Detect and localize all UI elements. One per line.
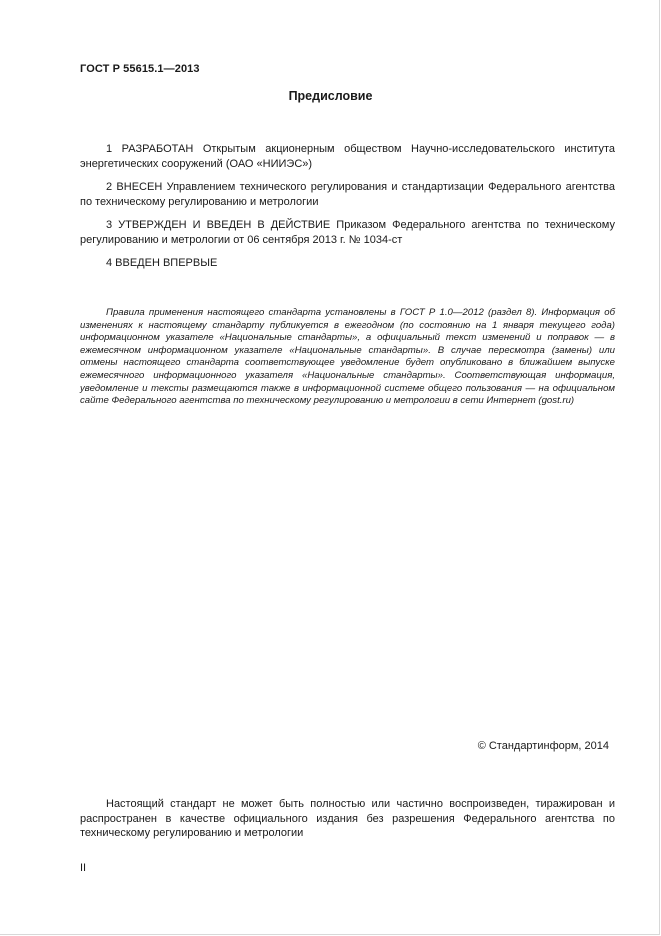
standard-code-header: ГОСТ Р 55615.1—2013: [80, 63, 200, 75]
foreword-paragraph-introduced: 2 ВНЕСЕН Управлением технического регулирования и стандартизации Федерального агентства по техническому регулированию и метрологии: [80, 181, 615, 208]
foreword-paragraph-approved: 3 УТВЕРЖДЕН И ВВЕДЕН В ДЕЙСТВИЕ Приказом Федерального агентства по техническому регулированию и метрологии от 06 сентября 2013 г. № 1034-ст: [80, 219, 615, 246]
section-title: Предисловие: [288, 89, 373, 103]
page-number: II: [80, 862, 87, 874]
copyright-line: © Стандартинформ, 2014: [477, 740, 609, 752]
application-rules-note: Правила применения настоящего стандарта установлены в ГОСТ Р 1.0—2012 (раздел 8). Информация об изменениях к настоящему стандарту публикуется в ежегодном (по состоянию на 1 января текущего года) информационном указателе «Национальные стандарты», а официальный текст изменений и поправок — в ежемесячном информационном указателе «Национальные стандарты». В случае пересмотра (замены) или отмены настоящего стандарта соответствующее уведомление будет опубликовано в ближайшем выпуске ежемесячного информационного указателя «Национальные стандарты». Соответствующая информация, уведомление и тексты размещаются также в информационной системе общего пользования — на официальном сайте Федерального агентства по техническому регулированию и метрологии в сети Интернет (gost.ru): [80, 307, 615, 407]
legal-notice: Настоящий стандарт не может быть полностью или частично воспроизведен, тиражирован и распространен в качестве официального издания без разрешения Федерального агентства по техническому регулированию и метрологии: [80, 798, 615, 839]
foreword-paragraph-first-introduced: 4 ВВЕДЕН ВПЕРВЫЕ: [106, 257, 218, 269]
foreword-paragraph-developed: 1 РАЗРАБОТАН Открытым акционерным обществом Научно-исследовательского института энергетических сооружений (ОАО «НИИЭС»): [80, 143, 615, 170]
